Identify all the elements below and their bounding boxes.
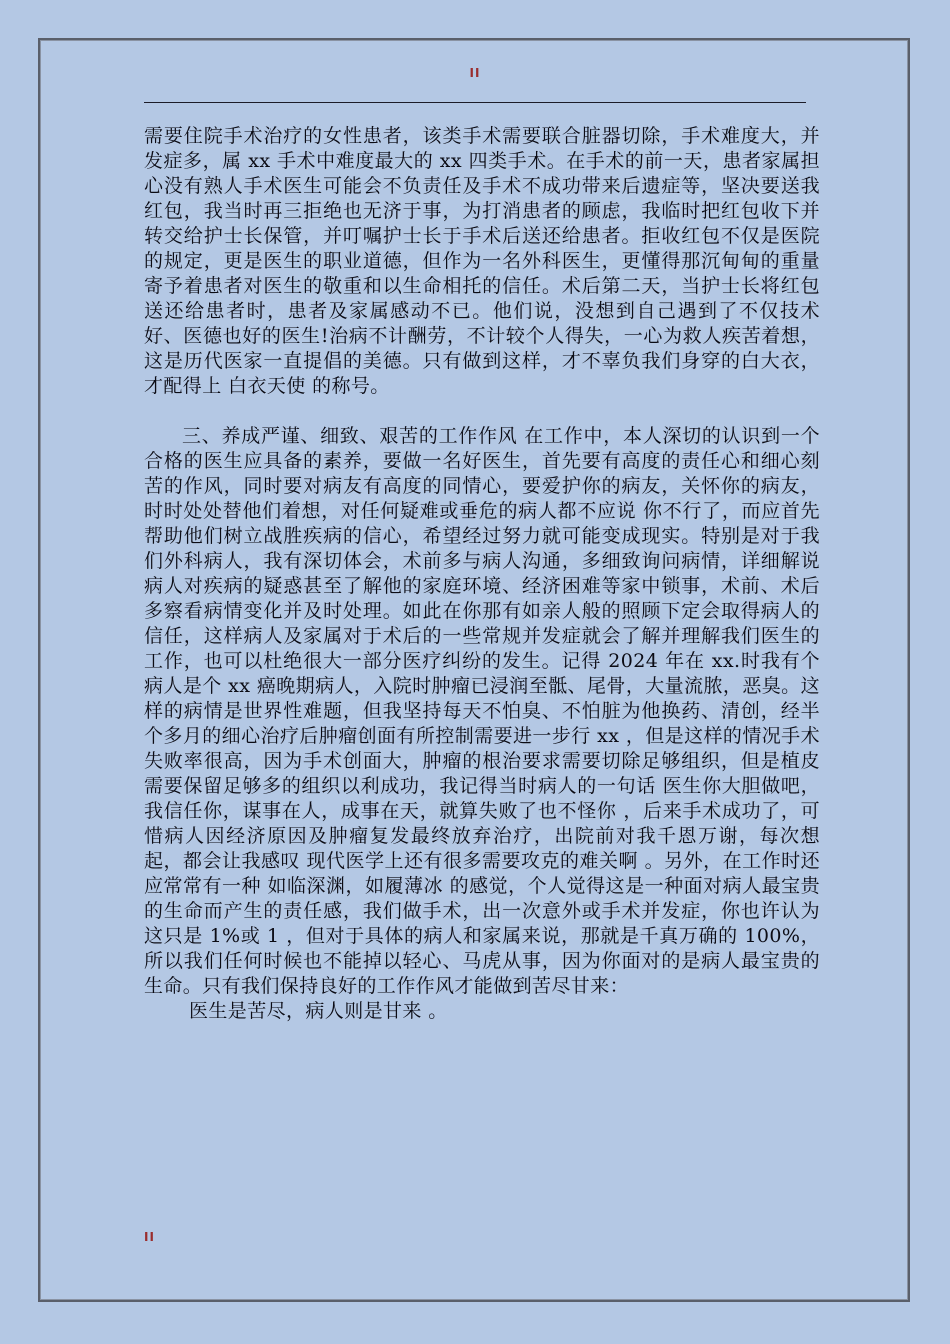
paragraph-ethics: 需要住院手术治疗的女性患者，该类手术需要联合脏器切除，手术难度大，并发症多，属 xx 手术中难度最大的 xx 四类手术。在手术的前一天，患者家属担心没有熟人手术医生可能会不负责任及手术不成功带来后遗症等，坚决要送我红包，我当时再三拒绝也无济于事，为打消患者的顾虑，我临时把红包收下并转交给护士长保管，并叮嘱护士长于手术后送还给患者。拒收红包不仅是医院的规定，更是医生的职业道德，但作为一名外科医生，更懂得那沉甸甸的重量寄予着患者对医生的敬重和以生命相托的信任。术后第二天，当护士长将红包送还给患者时，患者及家属感动不已。他们说，没想到自己遇到了不仅技术好、医德也好的医生!治病不计酬劳，不计较个人得失，一心为救人疾苦着想，这是历代医家一直提倡的美德。只有做到这样，才不辜负我们身穿的白大衣，才配得上 白衣天使 的称号。 (144, 125, 820, 397)
document-body (144, 124, 820, 1024)
header-mark: II (469, 66, 481, 80)
footer-mark: II (144, 1230, 155, 1244)
paragraph-gap (144, 399, 820, 424)
paragraph-closing: 医生是苦尽，病人则是甘来 。 (189, 1000, 448, 1022)
header-divider (144, 102, 806, 103)
paragraph-work-style: 三、养成严谨、细致、艰苦的工作作风 在工作中，本人深切的认识到一个合格的医生应具备的素养，要做一名好医生，首先要有高度的责任心和细心刻苦的作风，同时要对病友有高度的同情心，要爱护你的病友，关怀你的病友，时时处处替他们着想，对任何疑难或垂危的病人都不应说 你不行了，而应首先帮助他们树立战胜疾病的信心，希望经过努力就可能变成现实。特别是对于我们外科病人，我有深切体会，术前多与病人沟通，多细致询问病情，详细解说病人对疾病的疑惑甚至了解他的家庭环境、经济困难等家中锁事，术前、术后多察看病情变化并及时处理。如此在你那有如亲人般的照顾下定会取得病人的信任，这样病人及家属对于术后的一些常规并发症就会了解并理解我们医生的工作，也可以杜绝很大一部分医疗纠纷的发生。记得 2024 年在 xx.时我有个病人是个 xx 癌晚期病人，入院时肿瘤已浸润至骶、尾骨，大量流脓，恶臭。这样的病情是世界性难题，但我坚持每天不怕臭、不怕脏为他换药、清创，经半个多月的细心治疗后肿瘤创面有所控制需要进一步行 xx ，但是这样的情况手术失败率很高，因为手术创面大，肿瘤的根治要求需要切除足够组织，但是植皮需要保留足够多的组织以利成功，我记得当时病人的一句话 医生你大胆做吧，我信任你，谋事在人，成事在天，就算失败了也不怪你 ，后来手术成功了，可惜病人因经济原因及肿瘤复发最终放弃治疗，出院前对我千恩万谢，每次想起，都会让我感叹 现代医学上还有很多需要攻克的难关啊 。另外，在工作时还应常常有一种 如临深渊，如履薄冰 的感觉，个人觉得这是一种面对病人最宝贵的生命而产生的责任感，我们做手术，出一次意外或手术并发症，你也许认为这只是 1%或 1 ，但对于具体的病人和家属来说，那就是千真万确的 100%，所以我们任何时候也不能掉以轻心、马虎从事，因为你面对的是病人最宝贵的生命。只有我们保持良好的工作作风才能做到苦尽甘来： (144, 425, 820, 997)
